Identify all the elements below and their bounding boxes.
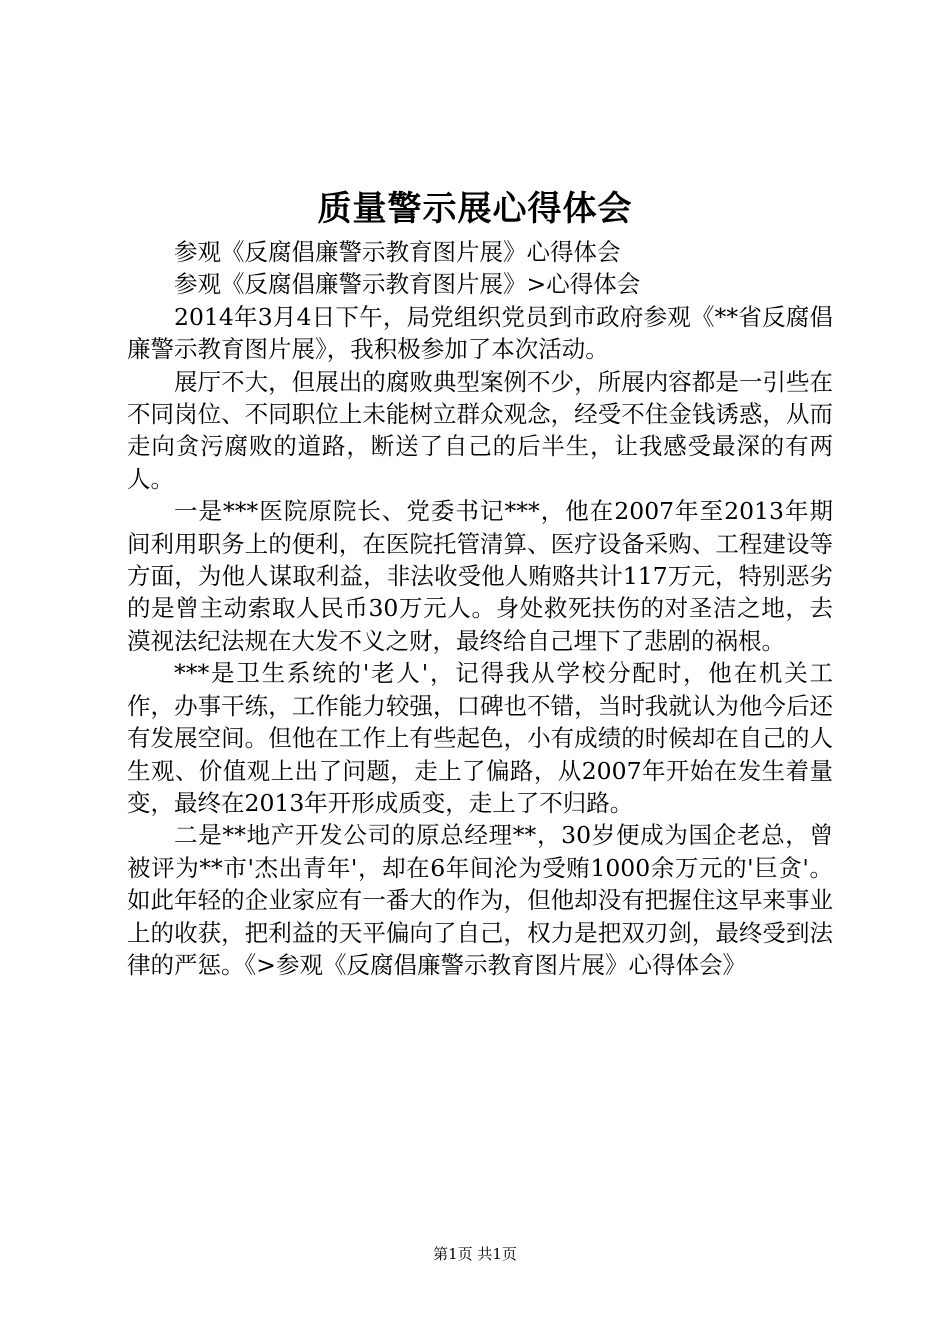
document-title: 质量警示展心得体会 <box>317 189 633 229</box>
document-body <box>127 236 833 981</box>
page-footer: 第1页 共1页 <box>433 1245 517 1263</box>
paragraph-2: 参观《反腐倡廉警示教育图片展》>心得体会 <box>174 270 641 299</box>
paragraph-7: 二是**地产开发公司的原总经理**，30岁便成为国企老总，曾被评为**市'杰出青年'，却在6年间沦为受贿1000余万元的'巨贪'。如此年轻的企业家应有一番大的作为，但他却没有把握住这早来事业上的收获，把利益的天平偏向了自己，权力是把双刃剑，最终受到法律的严惩。《>参观《反腐倡廉警示教育图片展》心得体会》 <box>127 821 833 979</box>
paragraph-3: 2014年3月4日下午，局党组织党员到市政府参观《**省反腐倡廉警示教育图片展》，我积极参加了本次活动。 <box>127 302 833 364</box>
paragraph-1: 参观《反腐倡廉警示教育图片展》心得体会 <box>174 238 621 266</box>
paragraph-4: 展厅不大，但展出的腐败典型案例不少，所展内容都是一引些在不同岗位、不同职位上未能树立群众观念，经受不住金钱诱惑，从而走向贪污腐败的道路，断送了自己的后半生，让我感受最深的有两人。 <box>127 367 833 493</box>
paragraph-6: ***是卫生系统的'老人'，记得我从学校分配时，他在机关工作，办事干练，工作能力较强，口碑也不错，当时我就认为他今后还有发展空间。但他在工作上有些起色，小有成绩的时候却在自己的人生观、价值观上出了问题，走上了偏路，从2007年开始在发生着量变，最终在2013年开形成质变，走上了不归路。 <box>127 659 833 817</box>
paragraph-5: 一是***医院原院长、党委书记***，他在2007年至2013年期间利用职务上的便利，在医院托管清算、医疗设备采购、工程建设等方面，为他人谋取利益，非法收受他人贿赂共计117万元，特别恶劣的是曾主动索取人民币30万元人。身处救死扶伤的对圣洁之地，去漠视法纪法规在大发不义之财，最终给自己埋下了悲剧的祸根。 <box>127 497 833 655</box>
